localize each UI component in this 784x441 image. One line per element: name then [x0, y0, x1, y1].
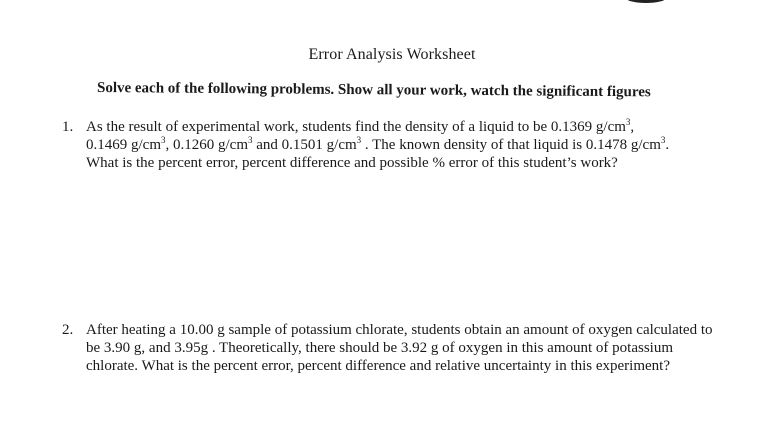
problem-text	[86, 118, 669, 172]
problem-line: What is the percent error, percent difference and possible % error of this student’s work?	[86, 155, 618, 171]
problem-number: 2.	[62, 322, 74, 338]
problem-line: 0.1469 $g/cm^3$, 0.1260 $g/cm^3$ and 0.1501 $g/cm^3$ . The known density of that liquid is 0.1478 $g/cm^3$.	[86, 135, 670, 153]
problem-line: chlorate. What is the percent error, percent difference and relative uncertainty in this experiment?	[86, 358, 670, 374]
problem-line: After heating a 10.00 g sample of potassium chlorate, students obtain an amount of oxygen calculated to	[86, 322, 713, 338]
scan-mark	[626, 0, 666, 3]
worksheet-title: Error Analysis Worksheet	[308, 46, 476, 63]
problem-number: 1.	[62, 119, 74, 135]
instructions: Solve each of the following problems. Show all your work, watch the significant figures	[96, 80, 651, 101]
problem-text	[86, 321, 713, 375]
problem-line: As the result of experimental work, students find the density of a liquid to be 0.1369 $g/cm^3$,	[86, 117, 635, 135]
problem-line: be 3.90 g, and 3.95g . Theoretically, there should be 3.92 g of oxygen in this amount of potassium	[86, 340, 673, 356]
